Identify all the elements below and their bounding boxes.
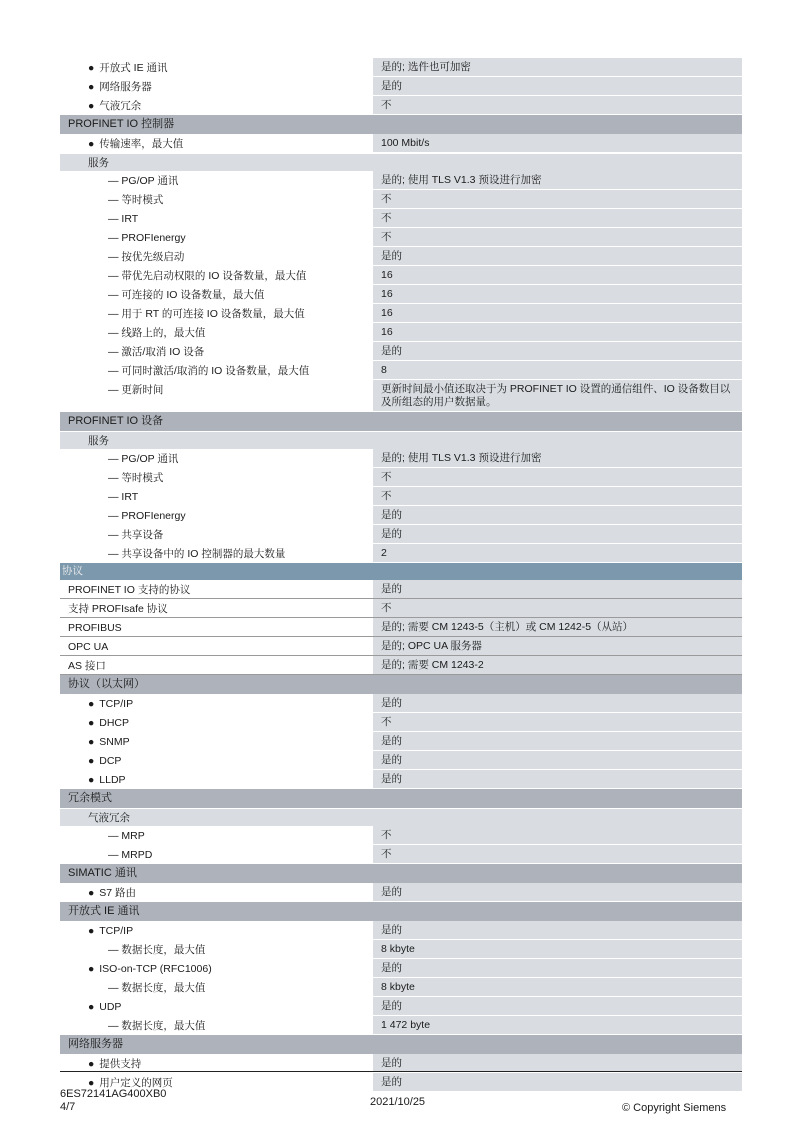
- spec-label: [60, 826, 373, 844]
- spec-label-text: — 数据长度，最大值: [108, 982, 206, 994]
- spec-row: [60, 656, 742, 675]
- spec-row: [60, 247, 742, 266]
- spec-value: 2: [373, 544, 742, 562]
- bullet-icon: ●: [88, 81, 98, 93]
- spec-value: 不: [373, 487, 742, 505]
- spec-label: [60, 361, 373, 379]
- spec-row: [60, 209, 742, 228]
- spec-label: [60, 978, 373, 996]
- group-header: [60, 675, 742, 694]
- bullet-icon: ●: [88, 925, 98, 937]
- spec-value: 是的: [373, 525, 742, 543]
- spec-value: 是的; 选件也可加密: [373, 58, 742, 76]
- spec-label: [60, 449, 373, 467]
- spec-row: [60, 190, 742, 209]
- spec-value: 不: [373, 96, 742, 114]
- spec-label: [60, 285, 373, 303]
- spec-label: [60, 58, 373, 76]
- spec-row: [60, 487, 742, 506]
- spec-row: [60, 618, 742, 637]
- spec-value: 是的: [373, 921, 742, 939]
- group-header-label: 开放式 IE 通讯: [68, 905, 140, 917]
- spec-row: [60, 96, 742, 115]
- spec-label: [60, 77, 373, 95]
- spec-value: 不: [373, 599, 742, 617]
- spec-label-text: — PG/OP 通讯: [108, 175, 179, 187]
- spec-row: [60, 997, 742, 1016]
- spec-label-text: — 更新时间: [108, 384, 164, 396]
- spec-label: [60, 190, 373, 208]
- spec-label: [60, 506, 373, 524]
- spec-label: [60, 342, 373, 360]
- spec-label: [60, 487, 373, 505]
- bullet-icon: ●: [88, 62, 98, 74]
- subgroup-header-label: 气液冗余: [88, 811, 130, 824]
- spec-label: [60, 883, 373, 901]
- spec-label: [60, 209, 373, 227]
- group-header-label: 协议（以太网）: [68, 678, 145, 690]
- spec-row: [60, 694, 742, 713]
- spec-label: [60, 732, 373, 750]
- spec-value: 是的; 使用 TLS V1.3 预设进行加密: [373, 171, 742, 189]
- spec-label-text: TCP/IP: [99, 698, 134, 710]
- footer-copyright: © Copyright Siemens: [622, 1102, 727, 1114]
- spec-label-text: S7 路由: [99, 887, 137, 899]
- section-header: [60, 563, 742, 580]
- spec-row: [60, 580, 742, 599]
- spec-row: [60, 732, 742, 751]
- bullet-icon: ●: [88, 698, 98, 710]
- spec-label-text: — 线路上的，最大值: [108, 327, 206, 339]
- spec-row: [60, 285, 742, 304]
- spec-label-text: LLDP: [99, 774, 126, 786]
- spec-value: 是的: [373, 580, 742, 598]
- spec-label-text: 提供支持: [99, 1058, 142, 1070]
- spec-value: 16: [373, 323, 742, 341]
- spec-value: 是的: [373, 694, 742, 712]
- bullet-icon: ●: [88, 755, 98, 767]
- spec-row: [60, 342, 742, 361]
- bullet-icon: ●: [88, 963, 98, 975]
- spec-label: [60, 228, 373, 246]
- spec-label: [60, 921, 373, 939]
- spec-row: [60, 883, 742, 902]
- bullet-icon: ●: [88, 774, 98, 786]
- spec-value: 是的; 需要 CM 1243-2: [373, 656, 742, 674]
- bullet-icon: ●: [88, 1077, 98, 1089]
- group-header: [60, 115, 742, 134]
- spec-row: [60, 959, 742, 978]
- spec-row: [60, 826, 742, 845]
- spec-value: 不: [373, 209, 742, 227]
- bullet-icon: ●: [88, 736, 98, 748]
- spec-row: [60, 940, 742, 959]
- spec-label-text: — PROFIenergy: [108, 510, 186, 522]
- spec-label: [60, 171, 373, 189]
- spec-row: [60, 544, 742, 563]
- spec-row: [60, 380, 742, 412]
- spec-label-text: ISO-on-TCP (RFC1006): [99, 963, 212, 975]
- spec-label: [60, 544, 373, 562]
- spec-label-text: — 带优先启动权限的 IO 设备数量，最大值: [108, 270, 307, 282]
- spec-label-text: — PG/OP 通讯: [108, 453, 179, 465]
- spec-value: 不: [373, 228, 742, 246]
- bullet-icon: ●: [88, 100, 98, 112]
- spec-value: 是的: [373, 751, 742, 769]
- group-header-label: SIMATIC 通讯: [68, 867, 137, 879]
- spec-label-text: 网络服务器: [99, 81, 152, 93]
- spec-label-text: 用户定义的网页: [99, 1077, 173, 1089]
- spec-label-text: 传输速率，最大值: [99, 138, 184, 150]
- spec-row: [60, 468, 742, 487]
- spec-value: 是的: [373, 883, 742, 901]
- spec-label: [60, 468, 373, 486]
- spec-label: PROFINET IO 支持的协议: [60, 580, 373, 598]
- spec-value: 是的: [373, 342, 742, 360]
- spec-label-text: — 激活/取消 IO 设备: [108, 346, 205, 358]
- group-header: [60, 789, 742, 808]
- spec-value: 8 kbyte: [373, 940, 742, 958]
- spec-row: [60, 845, 742, 864]
- spec-value: 是的: [373, 1073, 742, 1091]
- footer-page-number: 4/7: [60, 1101, 76, 1113]
- group-header: [60, 1035, 742, 1054]
- spec-label: 支持 PROFIsafe 协议: [60, 599, 373, 617]
- spec-label: [60, 525, 373, 543]
- spec-label: [60, 845, 373, 863]
- spec-label: [60, 1016, 373, 1034]
- spec-value: 是的; 使用 TLS V1.3 预设进行加密: [373, 449, 742, 467]
- spec-label: [60, 694, 373, 712]
- spec-table: [60, 58, 742, 1092]
- spec-value: 不: [373, 845, 742, 863]
- spec-row: [60, 751, 742, 770]
- spec-value: 是的: [373, 997, 742, 1015]
- spec-value: 是的: [373, 770, 742, 788]
- spec-row: [60, 304, 742, 323]
- spec-label-text: — IRT: [108, 491, 139, 503]
- spec-value: 不: [373, 826, 742, 844]
- spec-row: [60, 171, 742, 190]
- spec-row: [60, 58, 742, 77]
- footer-divider: [60, 1071, 742, 1072]
- subgroup-header-label: 服务: [88, 156, 109, 169]
- subgroup-header-label: 服务: [88, 434, 109, 447]
- spec-row: [60, 361, 742, 380]
- spec-value: 不: [373, 190, 742, 208]
- spec-label-text: DHCP: [99, 717, 130, 729]
- footer-doc-id: 6ES72141AG400XB0: [60, 1088, 167, 1100]
- spec-label: [60, 304, 373, 322]
- spec-value: 不: [373, 713, 742, 731]
- spec-value: 8: [373, 361, 742, 379]
- spec-label-text: — 等时模式: [108, 194, 164, 206]
- spec-value: 是的: [373, 1054, 742, 1072]
- bullet-icon: ●: [88, 1058, 98, 1070]
- spec-label: [60, 770, 373, 788]
- subgroup-header: [60, 808, 742, 826]
- spec-label: [60, 713, 373, 731]
- bullet-icon: ●: [88, 887, 98, 899]
- spec-value: 8 kbyte: [373, 978, 742, 996]
- group-header-label: 冗余模式: [68, 792, 112, 804]
- spec-label-text: — 数据长度，最大值: [108, 944, 206, 956]
- subgroup-header: [60, 153, 742, 171]
- group-header-label: PROFINET IO 控制器: [68, 118, 175, 130]
- spec-value: 是的: [373, 732, 742, 750]
- spec-label-text: UDP: [99, 1001, 122, 1013]
- spec-row: [60, 525, 742, 544]
- spec-label: [60, 96, 373, 114]
- spec-row: [60, 599, 742, 618]
- spec-value: 是的: [373, 247, 742, 265]
- group-header-label: PROFINET IO 设备: [68, 415, 164, 427]
- spec-row: [60, 449, 742, 468]
- spec-row: [60, 713, 742, 732]
- spec-label: [60, 940, 373, 958]
- spec-value: 更新时间最小值还取决于为 PROFINET IO 设置的通信组件、IO 设备数目以及所组态的用户数据量。: [373, 380, 742, 411]
- spec-row: [60, 637, 742, 656]
- spec-value: 是的: [373, 506, 742, 524]
- spec-row: [60, 323, 742, 342]
- spec-row: [60, 1016, 742, 1035]
- bullet-icon: ●: [88, 717, 98, 729]
- group-header-label: 网络服务器: [68, 1038, 123, 1050]
- spec-row: [60, 921, 742, 940]
- spec-row: [60, 978, 742, 997]
- spec-label-text: — PROFIenergy: [108, 232, 186, 244]
- spec-label-text: SNMP: [99, 736, 130, 748]
- spec-value: 16: [373, 266, 742, 284]
- group-header: [60, 902, 742, 921]
- spec-value: 16: [373, 304, 742, 322]
- spec-label-text: 开放式 IE 通讯: [99, 62, 168, 74]
- spec-label-text: TCP/IP: [99, 925, 134, 937]
- spec-label-text: 气液冗余: [99, 100, 142, 112]
- spec-label: [60, 247, 373, 265]
- spec-label: [60, 997, 373, 1015]
- spec-label: OPC UA: [60, 637, 373, 655]
- spec-value: 是的; 需要 CM 1243-5（主机）或 CM 1242-5（从站）: [373, 618, 742, 636]
- spec-label: [60, 751, 373, 769]
- spec-label-text: — 数据长度，最大值: [108, 1020, 206, 1032]
- spec-label: PROFIBUS: [60, 618, 373, 636]
- group-header: [60, 864, 742, 883]
- group-header: [60, 412, 742, 431]
- spec-label-text: — 按优先级启动: [108, 251, 185, 263]
- spec-row: [60, 506, 742, 525]
- spec-row: [60, 770, 742, 789]
- section-header-label: 协议: [62, 565, 83, 577]
- spec-label: [60, 380, 373, 411]
- spec-row: [60, 77, 742, 96]
- spec-value: 是的; OPC UA 服务器: [373, 637, 742, 655]
- spec-value: 是的: [373, 77, 742, 95]
- spec-value: 不: [373, 468, 742, 486]
- spec-label-text: — 可连接的 IO 设备数量，最大值: [108, 289, 265, 301]
- spec-label: [60, 959, 373, 977]
- spec-label: [60, 1054, 373, 1072]
- spec-value: 16: [373, 285, 742, 303]
- spec-label-text: — MRP: [108, 830, 145, 842]
- spec-label-text: — IRT: [108, 213, 139, 225]
- spec-label-text: DCP: [99, 755, 122, 767]
- spec-row: [60, 228, 742, 247]
- spec-label-text: — 用于 RT 的可连接 IO 设备数量，最大值: [108, 308, 305, 320]
- spec-row: [60, 266, 742, 285]
- spec-label-text: — MRPD: [108, 849, 153, 861]
- bullet-icon: ●: [88, 138, 98, 150]
- footer-date: 2021/10/25: [370, 1096, 426, 1108]
- spec-label: AS 接口: [60, 656, 373, 674]
- spec-value: 1 472 byte: [373, 1016, 742, 1034]
- spec-label-text: — 共享设备: [108, 529, 164, 541]
- subgroup-header: [60, 431, 742, 449]
- spec-label: [60, 323, 373, 341]
- spec-label-text: — 等时模式: [108, 472, 164, 484]
- spec-label: [60, 266, 373, 284]
- spec-value: 100 Mbit/s: [373, 134, 742, 152]
- bullet-icon: ●: [88, 1001, 98, 1013]
- spec-row: [60, 134, 742, 153]
- spec-label-text: — 共享设备中的 IO 控制器的最大数量: [108, 548, 286, 560]
- spec-value: 是的: [373, 959, 742, 977]
- spec-label: [60, 134, 373, 152]
- spec-label-text: — 可同时激活/取消的 IO 设备数量，最大值: [108, 365, 310, 377]
